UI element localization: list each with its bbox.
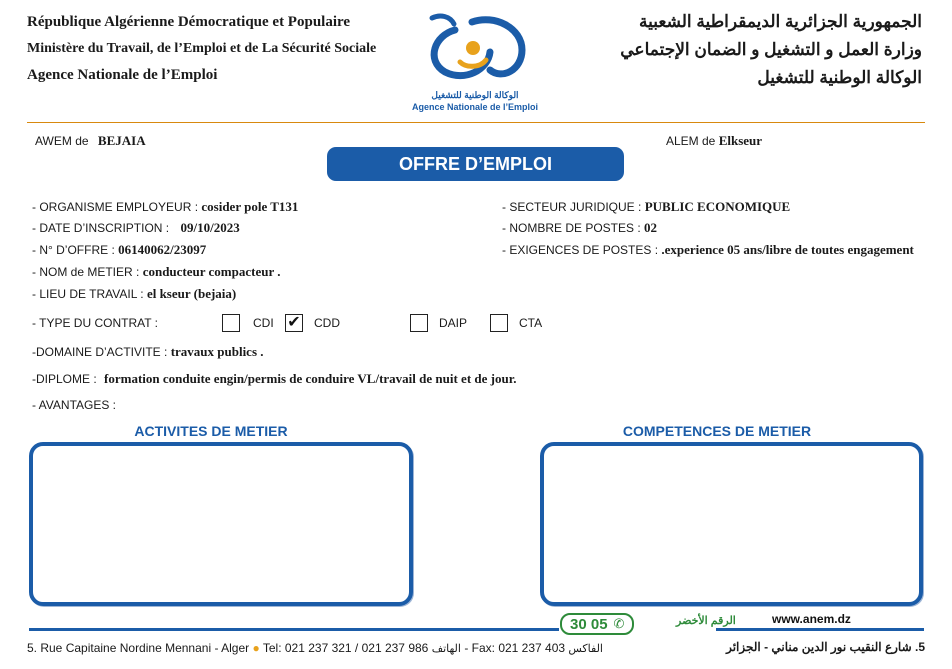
benefits-label: - AVANTAGES : xyxy=(32,398,117,412)
logo-mark-icon xyxy=(410,10,540,95)
anem-logo xyxy=(410,10,540,115)
awem-value: BEJAIA xyxy=(97,133,146,148)
sector-value: PUBLIC ECONOMIQUE xyxy=(644,199,791,214)
location-label: - LIEU DE TRAVAIL : xyxy=(32,287,144,301)
job-name-label: - NOM de METIER : xyxy=(32,265,140,279)
header-ar-line2: وزارة العمل و التشغيل و الضمان الإجتماعي xyxy=(620,40,922,59)
date-row xyxy=(32,220,240,236)
job-name-value: conducteur compacteur . xyxy=(142,264,281,279)
employer-value: cosider pole T131 xyxy=(201,199,299,214)
location-value: el kseur (bejaia) xyxy=(146,286,237,301)
awem-row xyxy=(35,133,146,149)
daip-label: DAIP xyxy=(439,316,468,330)
contract-label: - TYPE DU CONTRAT : xyxy=(32,316,159,330)
domain-value: travaux publics . xyxy=(170,344,264,359)
date-value: 09/10/2023 xyxy=(180,220,240,235)
diploma-label: -DIPLOME : xyxy=(32,372,97,386)
tel-ar: الهاتف xyxy=(431,643,461,655)
offer-number-row xyxy=(32,242,206,258)
alem-label: ALEM de xyxy=(666,134,716,148)
requirements-value: .experience 05 ans/libre de toutes engagement xyxy=(661,242,914,257)
address-ar: 5. شارع النقيب نور الدين مناني - الجزائر xyxy=(726,640,925,654)
page-title: OFFRE D’EMPLOI xyxy=(327,147,624,181)
offer-number-value: 06140062/23097 xyxy=(118,242,207,257)
sector-label: - SECTEUR JURIDIQUE : xyxy=(502,200,642,214)
header-ar-line1: الجمهورية الجزائرية الديمقراطية الشعبية xyxy=(639,12,922,31)
positions-value: 02 xyxy=(644,220,658,235)
requirements-label: - EXIGENCES DE POSTES : xyxy=(502,243,659,257)
daip-checkbox[interactable] xyxy=(410,314,428,332)
fax-ar: الفاكس xyxy=(568,643,603,655)
header-ar-line3: الوكالة الوطنية للتشغيل xyxy=(757,68,922,87)
cdd-label: CDD xyxy=(314,316,340,330)
activities-title: ACTIVITES DE METIER xyxy=(134,423,288,439)
cta-label: CTA xyxy=(519,316,543,330)
cdi-label: CDI xyxy=(253,316,274,330)
job-name-row xyxy=(32,264,281,280)
date-label: - DATE D’INSCRIPTION : xyxy=(32,221,170,235)
cdi-checkbox[interactable] xyxy=(222,314,240,332)
requirements-row xyxy=(502,242,914,258)
awem-label: AWEM de xyxy=(35,134,89,148)
activities-box xyxy=(29,442,413,606)
cdd-checkbox[interactable] xyxy=(285,314,303,332)
bullet-icon: ● xyxy=(252,641,260,655)
domain-label: -DOMAINE D’ACTIVITE : xyxy=(32,345,168,359)
logo-text-ar: الوكالة الوطنية للتشغيل xyxy=(431,90,519,100)
address-fr: 5. Rue Capitaine Nordine Mennani - Alger xyxy=(27,641,250,655)
employer-label: - ORGANISME EMPLOYEUR : xyxy=(32,200,199,214)
green-number: 30 05 xyxy=(570,615,608,633)
sector-row xyxy=(502,199,790,215)
tel: Tel: 021 237 321 / 021 237 986 xyxy=(262,641,429,655)
cta-checkbox[interactable] xyxy=(490,314,508,332)
alem-value: Elkseur xyxy=(718,133,763,148)
diploma-row xyxy=(32,371,517,387)
website[interactable]: www.anem.dz xyxy=(772,612,851,626)
footer-blue-line-left xyxy=(29,628,559,631)
positions-label: - NOMBRE DE POSTES : xyxy=(502,221,641,235)
green-number-label: الرقم الأخضر xyxy=(676,615,736,627)
header-divider xyxy=(27,122,925,123)
header-fr-line2: Ministère du Travail, de l’Emploi et de La Sécurité Sociale xyxy=(27,41,377,56)
location-row xyxy=(32,286,236,302)
alem-row xyxy=(666,133,762,149)
diploma-value: formation conduite engin/permis de conduire VL/travail de nuit et de jour. xyxy=(104,371,517,386)
footer-address: 5. Rue Capitaine Nordine Mennani - Alger ● Tel: 021 237 321 / 021 237 986 الهاتف - Fax: 021 237 403 الفاكس xyxy=(27,641,603,655)
employer-row xyxy=(32,199,298,215)
fax: Fax: 021 237 403 xyxy=(471,641,566,655)
phone-icon: ✆ xyxy=(613,616,625,631)
footer-blue-line-right xyxy=(716,628,924,631)
logo-text-fr: Agence Nationale de l’Emploi xyxy=(411,102,539,112)
green-number-badge xyxy=(560,613,634,635)
skills-title: COMPETENCES DE METIER xyxy=(622,423,812,439)
skills-box xyxy=(540,442,923,606)
header-fr-line3: Agence Nationale de l’Emploi xyxy=(27,67,218,83)
positions-row xyxy=(502,220,657,236)
header-fr-line1: République Algérienne Démocratique et Populaire xyxy=(27,14,351,30)
domain-row xyxy=(32,344,264,360)
offer-number-label: - N° D’OFFRE : xyxy=(32,243,115,257)
